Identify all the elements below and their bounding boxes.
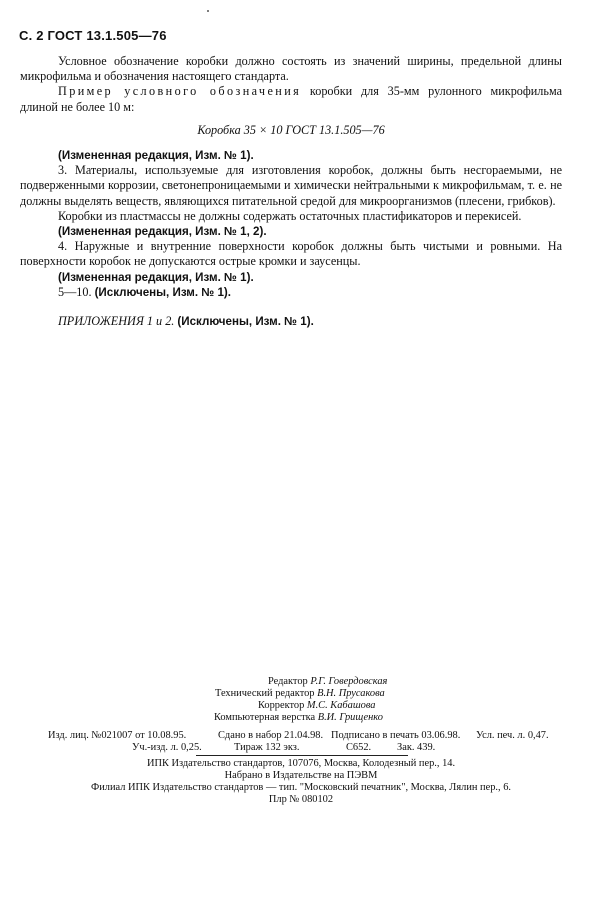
body-text: [20, 54, 562, 329]
typesetting-note: Набрано в Издательстве на ПЭВМ: [224, 770, 378, 781]
credit-corrector-label: Корректор: [258, 700, 307, 711]
print-run: Тираж 132 экз.: [234, 742, 300, 753]
appendix-title: ПРИЛОЖЕНИЯ 1 и 2.: [58, 314, 178, 329]
paragraph-5-10: [20, 285, 562, 300]
order-code: С652.: [346, 742, 372, 753]
publisher-sheets: Уч.-изд. л. 0,25.: [132, 742, 202, 753]
license-number: Изд. лиц. №021007 от 10.08.95.: [48, 730, 187, 741]
signed-date: Подписано в печать 03.06.98.: [331, 730, 461, 741]
order-number: Зак. 439.: [397, 742, 436, 753]
amendment-note-3: (Измененная редакция, Изм. № 1).: [58, 270, 254, 284]
credit-tech-editor-label: Технический редактор: [215, 688, 318, 699]
printing-branch: Филиал ИПК Издательство стандартов — тип. "Московский печатник", Москва, Лялин пер., 6.: [90, 782, 511, 793]
credit-editor: [268, 676, 387, 689]
appendix-note: (Исключены, Изм. № 1).: [177, 315, 314, 329]
credit-layout-label: Компьютерная верстка: [214, 712, 318, 723]
paragraph-example-intro: [20, 84, 562, 114]
paragraph-designation-text: Условное обозначение коробки должно состоять из значений ширины, предельной длины микрофильма и обозначения настоящего стандарта.: [20, 54, 562, 84]
paragraph-3b: Коробки из пластмассы не должны содержать остаточных пластификаторов и перекисей.: [58, 208, 522, 223]
example-intro-spaced: Пример условного обозначения: [58, 84, 302, 99]
paragraph-4: 4. Наружные и внутренние поверхности коробок должны быть чистыми и ровными. На поверхности коробок не допускаются острые кромки и заусенцы.: [20, 239, 562, 269]
page-header: С. 2 ГОСТ 13.1.505—76: [19, 28, 167, 43]
example-intro-rest: коробки для 35-мм рулонного микрофильма длиной не более 10 м:: [20, 84, 562, 114]
plr-number: Плр № 080102: [268, 794, 334, 805]
credit-layout-name: В.И. Грищенко: [317, 712, 383, 723]
example-designation: Коробка 35 × 10 ГОСТ 13.1.505—76: [197, 122, 385, 137]
credit-editor-label: Редактор: [268, 676, 311, 687]
appendix-line: [20, 314, 562, 329]
paragraph-3: 3. Материалы, используемые для изготовления коробок, должны быть несгораемыми, не подверженными коррозии, светонепроницаемыми и химически нейтральными к микрофильмам, т. е. не должны выделять веществ, являющихся питательной средой для микроорганизмов (плесени, грибков).: [20, 163, 562, 208]
credit-editor-name: Р.Г. Говердовская: [310, 676, 388, 687]
paragraph-5-10-note: (Исключены, Изм. № 1).: [94, 285, 231, 299]
credit-corrector: [258, 700, 376, 713]
scan-speck: [207, 10, 209, 12]
amendment-note-2: (Измененная редакция, Изм. № 1, 2).: [58, 225, 267, 239]
publisher-address: ИПК Издательство стандартов, 107076, Москва, Колодезный пер., 14.: [146, 758, 456, 769]
print-sheets: Усл. печ. л. 0,47.: [476, 730, 549, 741]
credit-tech-editor: [215, 688, 385, 701]
credit-corrector-name: М.С. Кабашова: [306, 700, 376, 711]
paragraph-designation: [20, 54, 562, 84]
typeset-date: Сдано в набор 21.04.98.: [218, 730, 324, 741]
amendment-note-1: (Измененная редакция, Изм. № 1).: [58, 149, 254, 163]
colophon-divider: [196, 755, 408, 756]
credit-tech-editor-name: В.Н. Прусакова: [317, 688, 385, 699]
paragraph-5-10-number: 5—10.: [58, 284, 95, 299]
credit-layout: [214, 712, 383, 725]
